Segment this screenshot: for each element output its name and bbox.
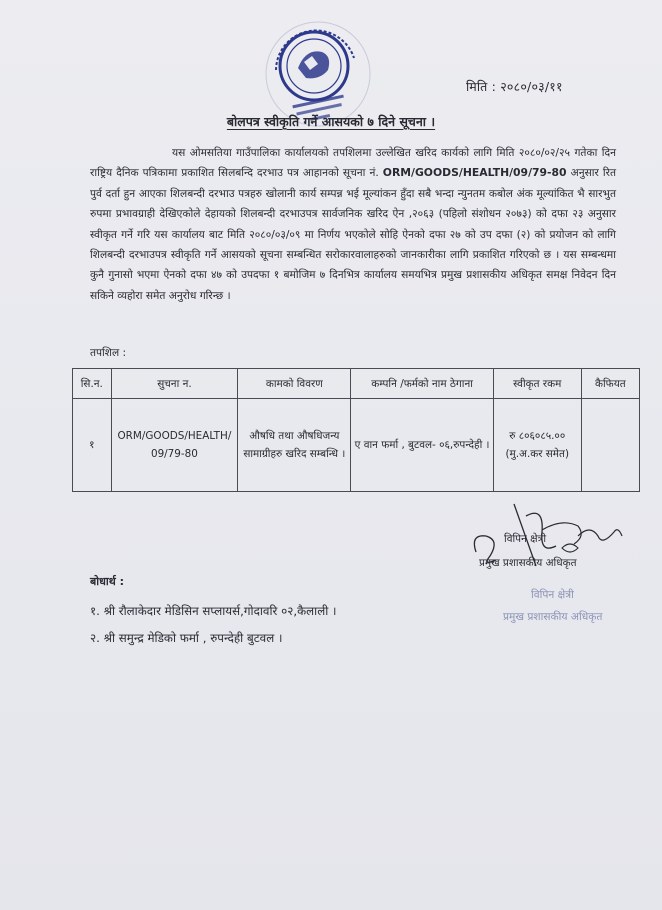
col-header-sn: सि.न. xyxy=(73,369,112,399)
cell-firm: ए वान फर्मा , बुटवल- ०६,रुपन्देही । xyxy=(351,399,493,492)
col-header-amount: स्वीकृत रकम xyxy=(493,369,581,399)
body-notice-number: ORM/GOODS/HEALTH/09/79-80 xyxy=(382,166,567,180)
stamp-name: विपिन क्षेत्री xyxy=(531,589,574,601)
body-paragraph-1: यस ओमसतिया गाउँपालिका कार्यालयको तपशिलमा उल्लेखित खरिद कार्यको लागि मिति २०८०/०२/२५ गतेका दिन राष्ट्रिय दैनिक पत्रिकामा प्रकाशित सिलबन्दि दरभाउ पत्र आहानको सूचना नं. xyxy=(90,147,616,180)
col-header-notice: सुचना न. xyxy=(111,369,238,399)
table-header-row xyxy=(73,369,640,399)
stamp-title: प्रमुख प्रशासकीय अधिकृत xyxy=(503,611,603,623)
col-header-firm: कम्पनि /फर्मको नाम ठेगाना xyxy=(351,369,493,399)
cc-label: बोधार्थ : xyxy=(90,575,125,588)
signatory-name: विपिन क्षेत्री xyxy=(504,533,547,545)
details-label: तपशिल : xyxy=(90,347,127,359)
list-item: १. श्री रौलाकेदार मेडिसिन सप्लायर्स,गोदावरि ०२,कैलाली । xyxy=(90,604,337,618)
notice-body xyxy=(90,143,616,306)
award-table xyxy=(72,368,640,492)
cell-remarks xyxy=(581,399,639,492)
col-header-remarks: कैफियत xyxy=(581,369,639,399)
notice-date: मिति : २०८०/०३/११ xyxy=(466,79,563,94)
cell-amount xyxy=(493,399,581,492)
table-row xyxy=(73,399,640,492)
notice-title: बोलपत्र स्वीकृति गर्ने आसयको ७ दिने सूचना । xyxy=(226,114,436,129)
cell-description: औषधि तथा औषधिजन्य सामाग्रीहरु खरिद सम्बन्धि । xyxy=(238,399,351,492)
amount-value: रु ८०६०८५.०० xyxy=(509,430,566,442)
col-header-work: कामको विवरण xyxy=(238,369,351,399)
body-paragraph-2: अनुसार रित पुर्व दर्ता हुन आएका शिलबन्दी दरभाउ पत्रहरु खोलानी कार्य सम्पन्न भई मूल्यांकन हुँदा सबै भन्दा न्युनतम कबोल अंक मूल्यांकित भै सारभुत रुपमा प्रभावग्राही देखिएकोले देहायको शिलबन्दी दरभाउपत्र सार्वजनिक खरिद ऐन ,२०६३ (पहिलो संशोधन २०७३) को दफा २३ अनुसार स्वीकृत गर्ने गरि यस कार्यालय बाट मिति २०८०/०३/०९ मा निर्णय भएकोले सोहि ऐनको दफा २७ को उप दफा (२) को प्रयोजन को लागि शिलबन्दी दरभाउपत्र स्वीकृति गर्ने आसयको सूचना सम्बन्धित सरोकारवालाहरुको जानकारीका लागि प्रकाशित गरिएको छ । यस सम्बन्धमा कुनै गुनासो भएमा ऐनको दफा ४७ को उपदफा १ बमोजिम ७ दिनभित्र कार्यालय समयभित्र प्रमुख प्रशासकीय अधिकृत समक्ष निवेदन दिन सकिने व्यहोरा समेत अनुरोध गरिन्छ । xyxy=(90,167,616,302)
cell-sn: १ xyxy=(73,399,112,492)
amount-note: (मु.अ.कर समेत) xyxy=(505,448,569,460)
list-item: २. श्री समुन्द्र मेडिको फर्मा , रुपन्देही बुटवल । xyxy=(90,631,283,645)
signatory-title: प्रमुख प्रशासकीय अधिकृत xyxy=(479,557,577,569)
cell-notice-no: ORM/GOODS/HEALTH/ 09/79-80 xyxy=(111,399,238,492)
cc-list xyxy=(90,598,336,652)
